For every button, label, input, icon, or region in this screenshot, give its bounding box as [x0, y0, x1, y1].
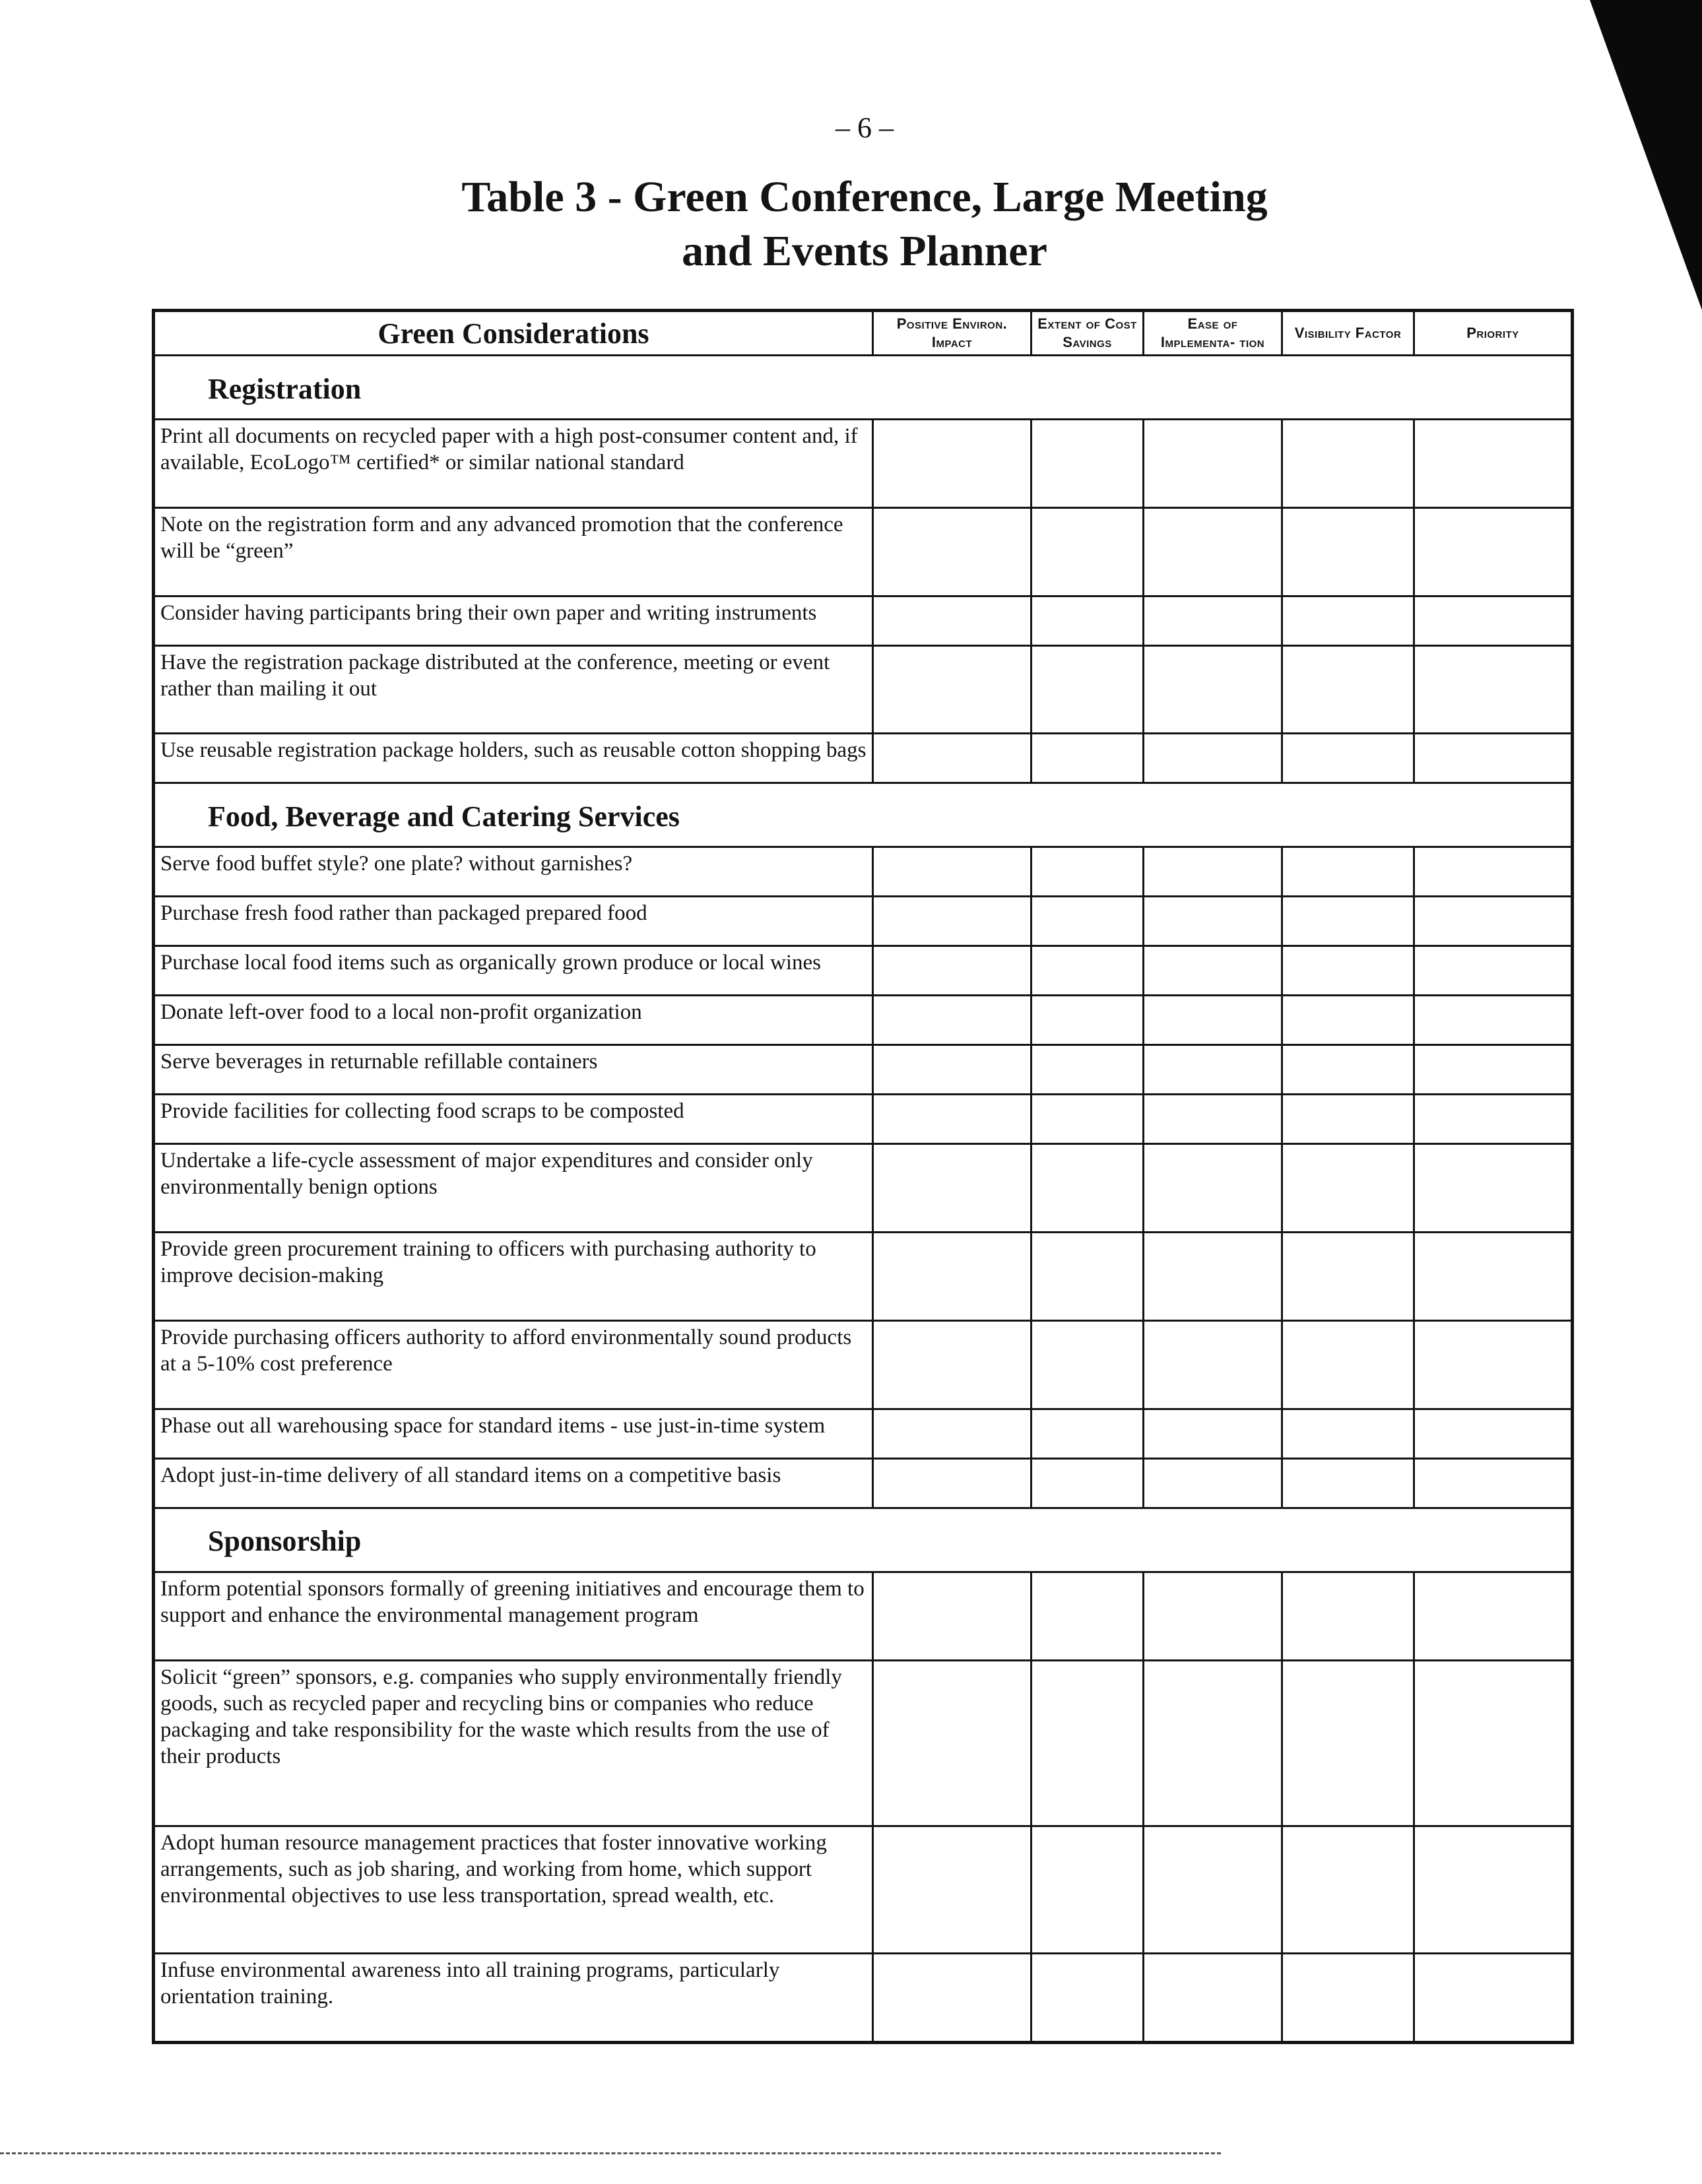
visibility-cell[interactable]: [1282, 1458, 1414, 1508]
cost-savings-cell[interactable]: [1031, 1572, 1144, 1660]
positive-impact-cell[interactable]: [873, 507, 1031, 596]
table-row: [154, 1409, 1573, 1458]
priority-cell[interactable]: [1414, 645, 1573, 734]
consideration-text: Donate left-over food to a local non-profit organization: [154, 996, 873, 1045]
priority-cell[interactable]: [1414, 1572, 1573, 1660]
positive-impact-cell[interactable]: [873, 1826, 1031, 1953]
table-row: [154, 420, 1573, 508]
table-body: [154, 356, 1573, 2043]
visibility-cell[interactable]: [1282, 1660, 1414, 1826]
priority-cell[interactable]: [1414, 1144, 1573, 1233]
ease-cell[interactable]: [1144, 507, 1282, 596]
cost-savings-cell[interactable]: [1031, 1660, 1144, 1826]
priority-cell[interactable]: [1414, 897, 1573, 946]
visibility-cell[interactable]: [1282, 1233, 1414, 1321]
ease-cell[interactable]: [1144, 946, 1282, 996]
consideration-text: Provide green procurement training to officers with purchasing authority to improve decision-making: [154, 1233, 873, 1321]
visibility-cell[interactable]: [1282, 645, 1414, 734]
priority-cell[interactable]: [1414, 1045, 1573, 1095]
table-row: [154, 596, 1573, 645]
positive-impact-cell[interactable]: [873, 1572, 1031, 1660]
scan-corner-mark: [1590, 0, 1702, 310]
visibility-cell[interactable]: [1282, 1320, 1414, 1409]
table-row: [154, 734, 1573, 783]
consideration-text: Use reusable registration package holders, such as reusable cotton shopping bags: [154, 734, 873, 783]
priority-cell[interactable]: [1414, 1320, 1573, 1409]
cost-savings-cell[interactable]: [1031, 897, 1144, 946]
table-row: [154, 645, 1573, 734]
cost-savings-cell[interactable]: [1031, 1320, 1144, 1409]
cost-savings-cell[interactable]: [1031, 596, 1144, 645]
positive-impact-cell[interactable]: [873, 1095, 1031, 1144]
table-row: [154, 507, 1573, 596]
cost-savings-cell[interactable]: [1031, 645, 1144, 734]
page-title-line-1: Table 3 - Green Conference, Large Meeting: [461, 173, 1268, 221]
positive-impact-cell[interactable]: [873, 596, 1031, 645]
visibility-cell[interactable]: [1282, 1095, 1414, 1144]
section-header-row: [154, 783, 1573, 847]
table-row: [154, 1320, 1573, 1409]
green-planner-table: [152, 309, 1574, 2044]
section-title: Sponsorship: [154, 1508, 1573, 1572]
positive-impact-cell[interactable]: [873, 1045, 1031, 1095]
header-extent-of-cost-savings: Extent of Cost Savings: [1031, 311, 1144, 356]
ease-cell[interactable]: [1144, 1320, 1282, 1409]
table-row: [154, 1660, 1573, 1826]
visibility-cell[interactable]: [1282, 420, 1414, 508]
cost-savings-cell[interactable]: [1031, 1144, 1144, 1233]
section-title: Registration: [154, 356, 1573, 420]
ease-cell[interactable]: [1144, 1095, 1282, 1144]
scan-artifact-line: [0, 2152, 1221, 2154]
ease-cell[interactable]: [1144, 1409, 1282, 1458]
priority-cell[interactable]: [1414, 596, 1573, 645]
visibility-cell[interactable]: [1282, 1572, 1414, 1660]
visibility-cell[interactable]: [1282, 897, 1414, 946]
priority-cell[interactable]: [1414, 1953, 1573, 2042]
visibility-cell[interactable]: [1282, 507, 1414, 596]
ease-cell[interactable]: [1144, 897, 1282, 946]
consideration-text: Purchase fresh food rather than packaged prepared food: [154, 897, 873, 946]
priority-cell[interactable]: [1414, 1826, 1573, 1953]
table-row: [154, 1458, 1573, 1508]
positive-impact-cell[interactable]: [873, 734, 1031, 783]
ease-cell[interactable]: [1144, 847, 1282, 897]
cost-savings-cell[interactable]: [1031, 1095, 1144, 1144]
consideration-text: Adopt just-in-time delivery of all standard items on a competitive basis: [154, 1458, 873, 1508]
positive-impact-cell[interactable]: [873, 1144, 1031, 1233]
priority-cell[interactable]: [1414, 847, 1573, 897]
consideration-text: Serve beverages in returnable refillable containers: [154, 1045, 873, 1095]
positive-impact-cell[interactable]: [873, 645, 1031, 734]
visibility-cell[interactable]: [1282, 1045, 1414, 1095]
table-row: [154, 996, 1573, 1045]
ease-cell[interactable]: [1144, 1458, 1282, 1508]
ease-cell[interactable]: [1144, 420, 1282, 508]
header-green-considerations: Green Considerations: [154, 311, 873, 356]
positive-impact-cell[interactable]: [873, 897, 1031, 946]
ease-cell[interactable]: [1144, 1660, 1282, 1826]
priority-cell[interactable]: [1414, 734, 1573, 783]
table-row: [154, 946, 1573, 996]
ease-cell[interactable]: [1144, 996, 1282, 1045]
consideration-text: Undertake a life-cycle assessment of major expenditures and consider only environmentally benign options: [154, 1144, 873, 1233]
table-row: [154, 1572, 1573, 1660]
header-positive-environ-impact: Positive Environ. Impact: [873, 311, 1031, 356]
positive-impact-cell[interactable]: [873, 1233, 1031, 1321]
consideration-text: Solicit “green” sponsors, e.g. companies who supply environmentally friendly goods, such as recycled paper and recycling bins or companies who reduce packaging and take responsibility for the waste which results from the use of their products: [154, 1660, 873, 1826]
positive-impact-cell[interactable]: [873, 1660, 1031, 1826]
cost-savings-cell[interactable]: [1031, 1045, 1144, 1095]
visibility-cell[interactable]: [1282, 946, 1414, 996]
table-row: [154, 1826, 1573, 1953]
cost-savings-cell[interactable]: [1031, 507, 1144, 596]
table-row: [154, 1953, 1573, 2042]
priority-cell[interactable]: [1414, 1458, 1573, 1508]
ease-cell[interactable]: [1144, 1233, 1282, 1321]
consideration-text: Provide purchasing officers authority to afford environmentally sound products at a 5-10% cost preference: [154, 1320, 873, 1409]
consideration-text: Phase out all warehousing space for standard items - use just-in-time system: [154, 1409, 873, 1458]
priority-cell[interactable]: [1414, 1660, 1573, 1826]
table-row: [154, 847, 1573, 897]
consideration-text: Purchase local food items such as organically grown produce or local wines: [154, 946, 873, 996]
positive-impact-cell[interactable]: [873, 1458, 1031, 1508]
visibility-cell[interactable]: [1282, 996, 1414, 1045]
consideration-text: Infuse environmental awareness into all training programs, particularly orientation training.: [154, 1953, 873, 2042]
positive-impact-cell[interactable]: [873, 996, 1031, 1045]
table-row: [154, 1095, 1573, 1144]
ease-cell[interactable]: [1144, 645, 1282, 734]
priority-cell[interactable]: [1414, 1095, 1573, 1144]
priority-cell[interactable]: [1414, 507, 1573, 596]
table-row: [154, 897, 1573, 946]
header-priority: Priority: [1414, 311, 1573, 356]
consideration-text: Serve food buffet style? one plate? without garnishes?: [154, 847, 873, 897]
positive-impact-cell[interactable]: [873, 420, 1031, 508]
cost-savings-cell[interactable]: [1031, 1458, 1144, 1508]
positive-impact-cell[interactable]: [873, 946, 1031, 996]
positive-impact-cell[interactable]: [873, 1953, 1031, 2042]
priority-cell[interactable]: [1414, 996, 1573, 1045]
header-ease-of-implementation: Ease of Implementa- tion: [1144, 311, 1282, 356]
section-header-row: [154, 356, 1573, 420]
consideration-text: Print all documents on recycled paper with a high post-consumer content and, if available, EcoLogo™ certified* or similar national standard: [154, 420, 873, 508]
cost-savings-cell[interactable]: [1031, 1233, 1144, 1321]
consideration-text: Have the registration package distributed at the conference, meeting or event rather than mailing it out: [154, 645, 873, 734]
priority-cell[interactable]: [1414, 1233, 1573, 1321]
consideration-text: Note on the registration form and any advanced promotion that the conference will be “green”: [154, 507, 873, 596]
priority-cell[interactable]: [1414, 420, 1573, 508]
cost-savings-cell[interactable]: [1031, 847, 1144, 897]
visibility-cell[interactable]: [1282, 847, 1414, 897]
ease-cell[interactable]: [1144, 1045, 1282, 1095]
visibility-cell[interactable]: [1282, 1826, 1414, 1953]
positive-impact-cell[interactable]: [873, 1409, 1031, 1458]
consideration-text: Consider having participants bring their own paper and writing instruments: [154, 596, 873, 645]
ease-cell[interactable]: [1144, 734, 1282, 783]
ease-cell[interactable]: [1144, 1826, 1282, 1953]
visibility-cell[interactable]: [1282, 1144, 1414, 1233]
ease-cell[interactable]: [1144, 1953, 1282, 2042]
ease-cell[interactable]: [1144, 596, 1282, 645]
ease-cell[interactable]: [1144, 1144, 1282, 1233]
cost-savings-cell[interactable]: [1031, 946, 1144, 996]
cost-savings-cell[interactable]: [1031, 1826, 1144, 1953]
page-title-line-2: and Events Planner: [682, 227, 1047, 275]
table-row: [154, 1045, 1573, 1095]
table-row: [154, 1233, 1573, 1321]
section-header-row: [154, 1508, 1573, 1572]
table-header-row: [154, 311, 1573, 356]
ease-cell[interactable]: [1144, 1572, 1282, 1660]
cost-savings-cell[interactable]: [1031, 996, 1144, 1045]
cost-savings-cell[interactable]: [1031, 734, 1144, 783]
cost-savings-cell[interactable]: [1031, 1409, 1144, 1458]
section-title: Food, Beverage and Catering Services: [154, 783, 1573, 847]
visibility-cell[interactable]: [1282, 734, 1414, 783]
positive-impact-cell[interactable]: [873, 1320, 1031, 1409]
header-visibility-factor: Visibility Factor: [1282, 311, 1414, 356]
table-row: [154, 1144, 1573, 1233]
visibility-cell[interactable]: [1282, 1953, 1414, 2042]
consideration-text: Provide facilities for collecting food scraps to be composted: [154, 1095, 873, 1144]
page-number: – 6 –: [835, 112, 894, 144]
visibility-cell[interactable]: [1282, 596, 1414, 645]
priority-cell[interactable]: [1414, 1409, 1573, 1458]
positive-impact-cell[interactable]: [873, 847, 1031, 897]
consideration-text: Adopt human resource management practices that foster innovative working arrangements, such as job sharing, and working from home, which support environmental objectives to use less transportation, spread wealth, etc.: [154, 1826, 873, 1953]
visibility-cell[interactable]: [1282, 1409, 1414, 1458]
page-title: [370, 170, 1359, 278]
cost-savings-cell[interactable]: [1031, 1953, 1144, 2042]
priority-cell[interactable]: [1414, 946, 1573, 996]
cost-savings-cell[interactable]: [1031, 420, 1144, 508]
consideration-text: Inform potential sponsors formally of greening initiatives and encourage them to support and enhance the environmental management program: [154, 1572, 873, 1660]
